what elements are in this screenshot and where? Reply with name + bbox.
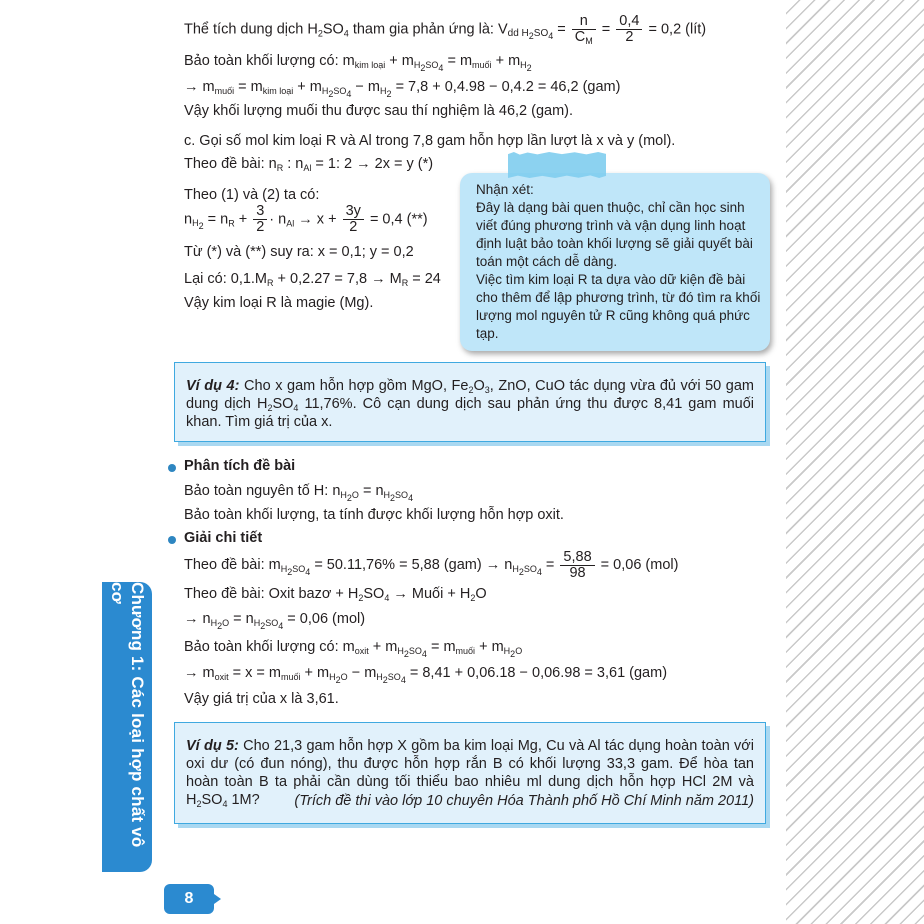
salt-conclusion: Vậy khối lượng muối thu được sau thí nghiệm là 46,2 (gam). (184, 103, 574, 119)
salt-mass-line: → $m_{muối} = m_{kim loại} + m_{H_2SO_4} - m_{H_2} = 7,8 + 0,4.98 - 0,4.2 = 46,2$ (gam) (184, 79, 621, 99)
note-paragraph-2: Việc tìm kim loại R ta dựa vào dữ kiện đề bài cho thêm để lập phương trình, từ đó tìm ra khối lượng mol nguyên tử R cũng không quá phức tạp. (476, 272, 761, 341)
hydrogen-equation: $n_{H_2} = n_R$ + $\frac{3}{2}$ · $n_{Al} \to x$ + $\frac{3y}{2}$ = 0,4 (**) (184, 203, 428, 235)
xy-result: Từ (*) và (**) suy ra: x = 0,1; y = 0,2 (184, 244, 414, 260)
hatched-margin (786, 0, 924, 924)
x-conclusion: Vậy giá trị của x là 3,61. (184, 691, 339, 707)
hydrogen-conservation: Bảo toàn nguyên tố H: $n_{H_2O} = n_{H_2SO_4}$ (184, 483, 414, 503)
note-text (476, 181, 766, 343)
reaction-line: Theo đề bài: Oxit bazơ + $H_2SO_4$ → Muối + $H_2O$ (184, 586, 487, 603)
example-5-label: Ví dụ 5: (186, 738, 239, 754)
part-c-line: c. Gọi số mol kim loại R và Al trong 7,8 gam hỗn hợp lần lượt là x và y (mol). (184, 133, 676, 149)
page-number: 8 (164, 884, 214, 914)
metal-conclusion: Vậy kim loại R là magie (Mg). (184, 295, 374, 311)
page-number-arrow-icon (214, 894, 221, 904)
mass-balance-line: Bảo toàn khối lượng có: $m_{oxit} + m_{H_2SO_4} = m_{muối} + m_{H_2O}$ (184, 639, 523, 659)
volume-line: Thể tích dung dịch $H_2SO_4$ tham gia phản ứng là: $V_{dd H_2SO_4}$ = $\frac{n}{C_M}$ = $\frac{0,4}{2}$ = 0,2 (lít) (184, 13, 707, 46)
solution-heading: Giải chi tiết (184, 530, 263, 546)
example-4-text: Ví dụ 4: Cho x gam hỗn hợp gồm MgO, $Fe_2O_3$, ZnO, CuO tác dụng vừa đủ với 50 gam dung dịch $H_2SO_4$ 11,76%. Cô cạn dung dịch sau phản ứng thu được 8,41 gam muối khan. Tìm giá trị của x. (186, 378, 755, 430)
bullet-icon (168, 464, 176, 472)
oxide-mass-result: → $m_{oxit} = x = m_{muối} + m_{H_2O} - m_{H_2SO_4} = 8,41 + 0,06.18 - 0,06.98 = 3,61$ (gam) (184, 665, 668, 685)
note-tape (508, 152, 606, 178)
note-title: Nhận xét: (476, 182, 534, 197)
example-5-source: (Trích đề thi vào lớp 10 chuyên Hóa Thành phố Hồ Chí Minh năm 2011) (294, 793, 754, 809)
note-paragraph-1: Đây là dạng bài quen thuộc, chỉ cần học sinh viết đúng phương trình và vận dụng linh hoạt định luật bảo toàn khối lượng sẽ giải quyết bài toán một cách dễ dàng. (476, 200, 753, 269)
chapter-tab-label: Chương 1: Các loại hợp chất vô cơ (108, 582, 147, 848)
water-moles-line: → $n_{H_2O} = n_{H_2SO_4} = 0,06$ (mol) (184, 611, 366, 631)
oxide-mass-line: Bảo toàn khối lượng, ta tính được khối lượng hỗn hợp oxit. (184, 507, 564, 523)
example-4-label: Ví dụ 4: (186, 378, 240, 394)
acid-mass-line: Theo đề bài: $m_{H_2SO_4} = 50.11,76\% = 5,88$ $(gam) \to n_{H_2SO_4}$ = $\frac{5,88}{98}$ = 0,06 (mol) (184, 548, 679, 581)
bullet-icon (168, 536, 176, 544)
ratio-line: Theo đề bài: $n_R$ : $n_{Al} = 1$: 2 → 2x = y (*) (184, 156, 434, 173)
example-5-text: Ví dụ 5: Cho 21,3 gam hỗn hợp X gồm ba kim loại Mg, Cu và Al tác dụng hoàn toàn với oxi dư (có đun nóng), thu được hỗn hợp rắn B có khối lượng 33,3 gam. Để hòa tan hoàn toàn B ta phải cần dùng tối thiểu bao nhiêu ml dung dịch hỗn hợp HCl 2M và $H_2SO_4$ 1M? (186, 738, 754, 809)
molar-mass-line: Lại có: $0,1.M_R + 0,2.27 = 7,8 \to M_R = 24$ (184, 271, 441, 288)
mass-conservation-line: Bảo toàn khối lượng có: $m_{kim loại} + m_{H_2SO_4} = m_{muối} + m_{H_2}$ (184, 53, 532, 73)
theo-1-2-line: Theo (1) và (2) ta có: (184, 187, 320, 203)
analysis-heading: Phân tích đề bài (184, 458, 296, 474)
